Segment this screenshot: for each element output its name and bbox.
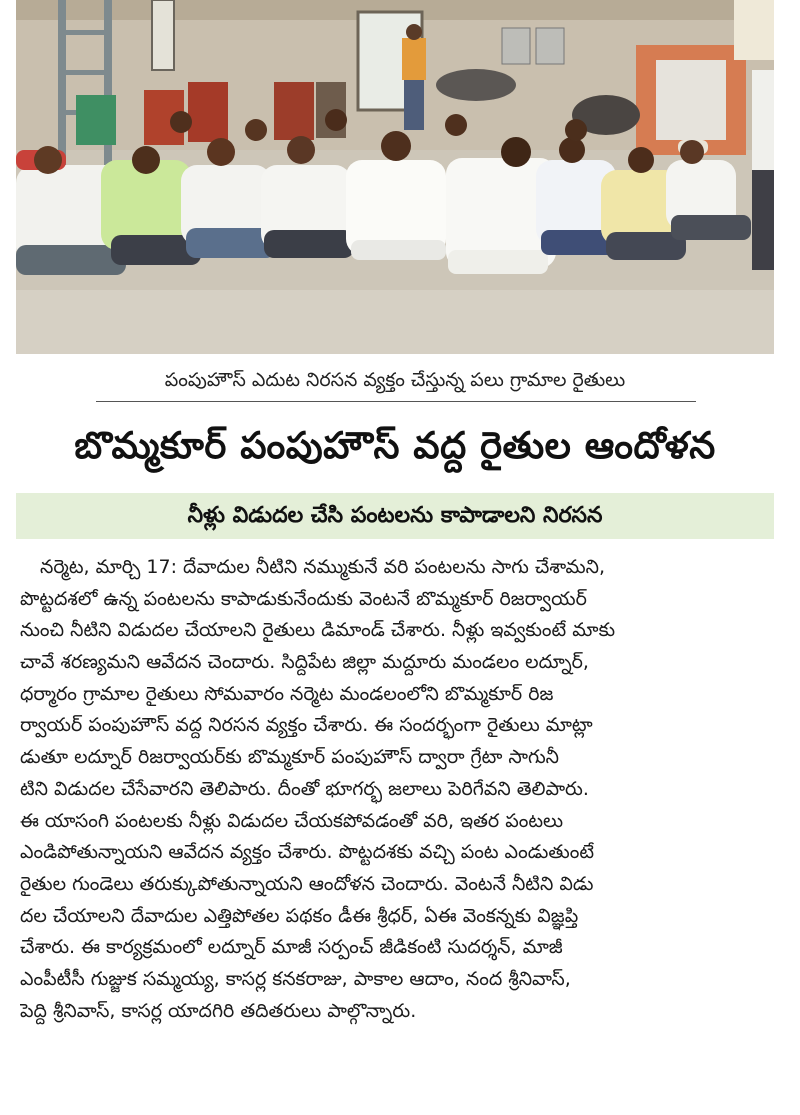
news-photo <box>16 0 774 354</box>
article-body-line: టిని విడుదల చేసేవారని తెలిపారు. దీంతో భూగర్భ జలాలు పెరిగేవని తెలిపారు. <box>20 777 589 800</box>
article-body-line: ఈ యాసంగి పంటలకు నీళ్లు విడుదల చేయకపోవడంతో వరి, ఇతర పంటలు <box>20 809 564 832</box>
article-body-line: డుతూ లద్నూర్ రిజర్వాయర్‌కు బొమ్మకూర్ పంపుహౌస్ ద్వారా గ్రేటా సాగునీ <box>20 746 559 769</box>
caption-divider <box>96 401 696 402</box>
article-body-line: ధర్మారం గ్రామాల రైతులు సోమవారం నర్మెట మండలంలోని బొమ్మకూర్ రిజ <box>20 682 554 705</box>
article-headline: బొమ్మకూర్ పంపుహౌస్ వద్ద రైతుల ఆందోళన <box>74 424 716 467</box>
article-body-line: దల చేయాలని దేవాదుల ఎత్తిపోతల పథకం డీఈ శ్రీధర్, ఏఈ వెంకన్నకు విజ్ఞప్తి <box>20 904 579 927</box>
article-body-line: నర్మెట, మార్చి 17: దేవాదుల నీటిని నమ్ముకునే వరి పంటలను సాగు చేశామని, <box>40 556 606 578</box>
article-body-line: పొట్టదశలో ఉన్న పంటలను కాపాడుకునేందుకు వెంటనే బొమ్మకూర్ రిజర్వాయర్ <box>20 587 587 610</box>
article-body-line: ర్వాయర్ పంపుహౌస్ వద్ద నిరసన వ్యక్తం చేశారు. ఈ సందర్భంగా రైతులు మాట్లా <box>20 714 593 737</box>
article-body-line: ఎండిపోతున్నాయని ఆవేదన వ్యక్తం చేశారు. పొట్టదశకు వచ్చి పంట ఎండుతుంటే <box>20 841 594 864</box>
article-body-line: చావే శరణ్యమని ఆవేదన చెందారు. సిద్దిపేట జిల్లా మద్దూరు మండలం లద్నూర్, <box>20 651 589 674</box>
article-body-line: చేశారు. ఈ కార్యక్రమంలో లద్నూర్ మాజీ సర్పంచ్ జీడికంటి సుదర్శన్, మాజీ <box>20 936 563 959</box>
photo-caption: పంపుహౌస్ ఎదుట నిరసన వ్యక్తం చేస్తున్న పలు గ్రామాల రైతులు <box>164 369 626 391</box>
protest-photo-illustration <box>16 0 774 354</box>
article-body-line: ఎంపీటీసీ గుజ్జుక సమ్మయ్య, కాసర్ల కనకరాజు, పాకాల ఆదాం, నంద శ్రీనివాస్, <box>20 967 571 990</box>
article-body <box>20 552 772 1027</box>
article-body-line: పెద్ది శ్రీనివాస్, కాసర్ల యాదగిరి తదితరులు పాల్గొన్నారు. <box>20 999 417 1022</box>
article-subheadline: నీళ్లు విడుదల చేసి పంటలను కాపాడాలని నిరసన <box>16 493 774 539</box>
article-body-line: రైతుల గుండెలు తరుక్కుపోతున్నాయని ఆందోళన చెందారు. వెంటనే నీటిని విడు <box>20 872 594 895</box>
article-body-line: నుంచి నీటిని విడుదల చేయాలని రైతులు డిమాండ్ చేశారు. నీళ్లు ఇవ్వకుంటే మాకు <box>20 619 616 642</box>
